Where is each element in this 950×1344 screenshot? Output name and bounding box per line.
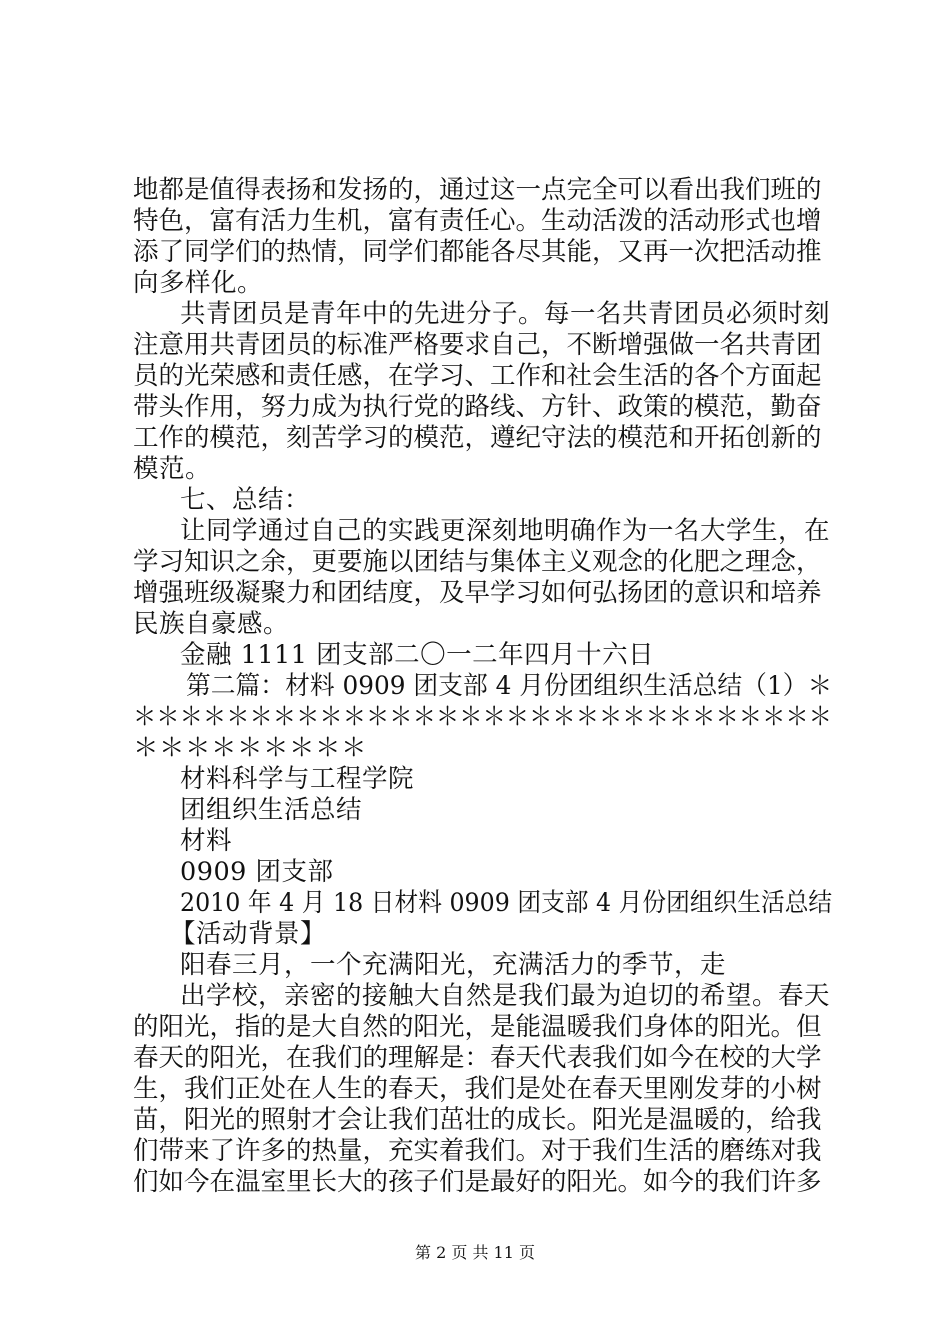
paragraph-line: 让同学通过自己的实践更深刻地明确作为一名大学生，在 bbox=[180, 516, 831, 546]
paragraph-line: 特色，富有活力生机，富有责任心。生动活泼的活动形式也增 bbox=[133, 206, 822, 236]
paragraph-line: 的阳光，指的是大自然的阳光，是能温暖我们身体的阳光。但 bbox=[133, 1012, 822, 1042]
paragraph-line: 苗，阳光的照射才会让我们茁壮的成长。阳光是温暖的，给我 bbox=[133, 1105, 822, 1135]
paragraph-line: 春天的阳光，在我们的理解是：春天代表我们如今在校的大学 bbox=[133, 1043, 822, 1073]
paragraph-line: 地都是值得表扬和发扬的，通过这一点完全可以看出我们班的 bbox=[133, 175, 822, 205]
paragraph-line: 学习知识之余，更要施以团结与集体主义观念的化肥之理念， bbox=[133, 547, 822, 577]
paragraph-line: 生，我们正处在人生的春天，我们是处在春天里刚发芽的小树 bbox=[133, 1074, 822, 1104]
paragraph-line: 0909 团支部 bbox=[180, 857, 334, 887]
asterisk-line: ＊＊＊＊＊＊＊＊＊＊＊＊＊＊＊＊＊＊＊＊＊＊＊＊＊＊＊＊＊＊ bbox=[133, 702, 832, 732]
paragraph-line: 向多样化。 bbox=[133, 268, 264, 298]
section-heading: 【活动背景】 bbox=[170, 919, 327, 949]
paragraph-line: 们带来了许多的热量，充实着我们。对于我们生活的磨练对我 bbox=[133, 1136, 822, 1166]
paragraph-line: 团组织生活总结 bbox=[180, 795, 363, 825]
paragraph-line: 增强班级凝聚力和团结度，及早学习如何弘扬团的意识和培养 bbox=[133, 578, 822, 608]
asterisk-line: ＊＊＊＊＊＊＊＊＊ bbox=[133, 733, 368, 763]
chapter-title: 第二篇：材料 0909 团支部 4 月份团组织生活总结（1）＊ bbox=[186, 671, 833, 701]
paragraph-line: 注意用共青团员的标准严格要求自己，不断增强做一名共青团 bbox=[133, 330, 822, 360]
paragraph-line: 阳春三月，一个充满阳光，充满活力的季节，走 bbox=[180, 950, 727, 980]
paragraph-line: 材料 bbox=[180, 826, 233, 856]
paragraph-line: 员的光荣感和责任感，在学习、工作和社会生活的各个方面起 bbox=[133, 361, 822, 391]
page-footer: 第 2 页 共 11 页 bbox=[415, 1243, 535, 1262]
paragraph-line: 添了同学们的热情，同学们都能各尽其能，又再一次把活动推 bbox=[133, 237, 822, 267]
signature-line: 金融 1111 团支部二〇一二年四月十六日 bbox=[180, 640, 655, 670]
section-heading: 七、总结： bbox=[180, 485, 311, 515]
paragraph-line: 2010 年 4 月 18 日材料 0909 团支部 4 月份团组织生活总结 bbox=[180, 888, 833, 918]
paragraph-line: 出学校，亲密的接触大自然是我们最为迫切的希望。春天 bbox=[180, 981, 831, 1011]
paragraph-line: 材料科学与工程学院 bbox=[180, 764, 415, 794]
paragraph-line: 民族自豪感。 bbox=[133, 609, 290, 639]
paragraph-line: 带头作用，努力成为执行党的路线、方针、政策的模范，勤奋 bbox=[133, 392, 822, 422]
paragraph-line: 共青团员是青年中的先进分子。每一名共青团员必须时刻 bbox=[180, 299, 831, 329]
paragraph-line: 模范。 bbox=[133, 454, 212, 484]
paragraph-line: 工作的模范，刻苦学习的模范，遵纪守法的模范和开拓创新的 bbox=[133, 423, 822, 453]
paragraph-line: 们如今在温室里长大的孩子们是最好的阳光。如今的我们许多 bbox=[133, 1167, 822, 1197]
